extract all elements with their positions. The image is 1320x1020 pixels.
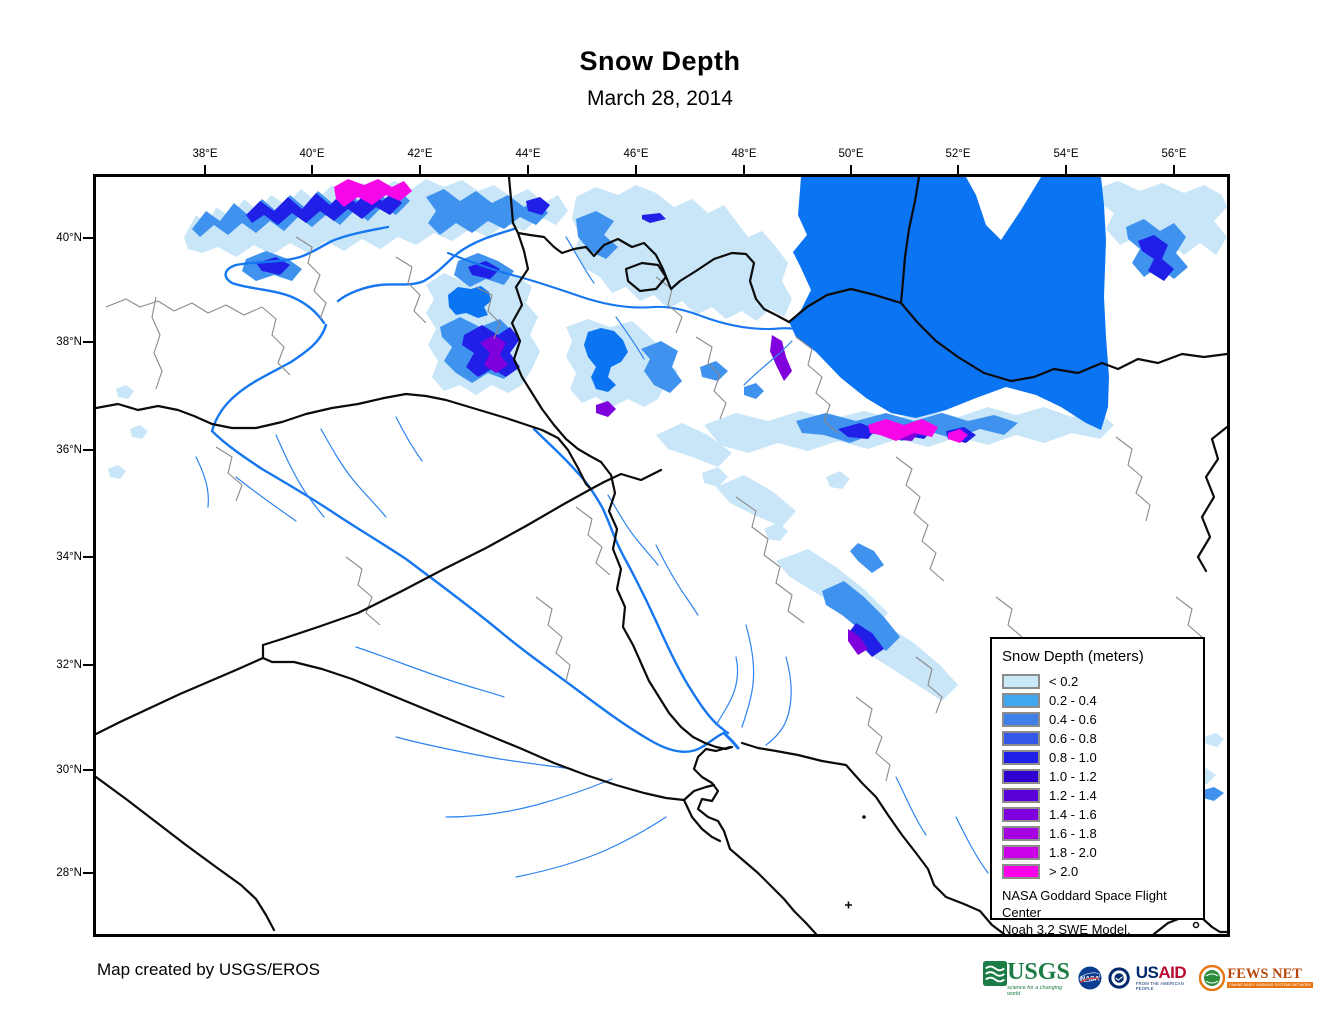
usgs-wave-icon	[983, 960, 1007, 987]
page-title: Snow Depth	[579, 46, 741, 76]
legend-label: 0.6 - 0.8	[1049, 731, 1097, 746]
y-tick-label: 32°N	[56, 659, 82, 671]
x-tick-label: 48°E	[731, 148, 757, 160]
usgs-tagline: science for a changing world	[1007, 984, 1063, 997]
border-turkey-syria	[96, 394, 591, 489]
border-jordan-saudi	[96, 658, 263, 734]
border-right-edge	[1198, 427, 1227, 571]
fews-net-logo	[1199, 965, 1313, 991]
legend-swatch	[1002, 807, 1040, 822]
usaid-logo	[1136, 965, 1194, 991]
partner-logos	[983, 952, 1313, 1004]
map-credit: Map created by USGS/EROS	[97, 960, 320, 979]
legend-swatch	[1002, 826, 1040, 841]
fews-tagline: FAMINE EARLY WARNING SYSTEMS NETWORK	[1229, 983, 1312, 987]
x-tick-label: 46°E	[623, 148, 649, 160]
legend-row	[1002, 748, 1203, 767]
legend-label: > 2.0	[1049, 864, 1079, 879]
x-tick-label: 54°E	[1053, 148, 1079, 160]
legend-attribution	[1002, 887, 1203, 938]
x-tick-label: 40°E	[299, 148, 325, 160]
legend-row	[1002, 710, 1203, 729]
border-saudi-southwest	[96, 777, 274, 930]
y-tick-label: 28°N	[56, 867, 82, 879]
x-tick-label: 44°E	[515, 148, 541, 160]
legend-swatch	[1002, 769, 1040, 784]
legend	[990, 637, 1205, 937]
usaid-seal-icon	[1108, 965, 1130, 991]
legend-row	[1002, 672, 1203, 691]
legend-label: 1.6 - 1.8	[1049, 826, 1097, 841]
legend-row	[1002, 786, 1203, 805]
coast-gulf-west	[694, 747, 816, 934]
border-turkey-iraq	[591, 470, 661, 489]
fews-wordmark: FEWS NET	[1227, 966, 1302, 982]
legend-swatch	[1002, 750, 1040, 765]
legend-label: 0.4 - 0.6	[1049, 712, 1097, 727]
river-shatt-al-arab	[724, 733, 738, 748]
svg-text:NASA: NASA	[1079, 975, 1100, 983]
attribution-line-2: Noah 3.2 SWE Model.	[1002, 922, 1131, 937]
legend-row	[1002, 691, 1203, 710]
legend-swatch	[1002, 731, 1040, 746]
border-syria-iraq	[263, 489, 591, 645]
legend-title: Snow Depth (meters)	[1002, 648, 1144, 665]
legend-label: < 0.2	[1049, 674, 1079, 689]
y-tick-label: 30°N	[56, 764, 82, 776]
x-tick-label: 42°E	[407, 148, 433, 160]
legend-label: 1.4 - 1.6	[1049, 807, 1097, 822]
usgs-wordmark: USGS	[1007, 958, 1070, 985]
x-tick-label: 38°E	[192, 148, 218, 160]
river-tigris	[534, 429, 728, 733]
y-tick-label: 40°N	[56, 232, 82, 244]
x-tick-label: 52°E	[945, 148, 971, 160]
usaid-tagline: FROM THE AMERICAN PEOPLE	[1135, 981, 1185, 991]
legend-row	[1002, 767, 1203, 786]
legend-label: 1.8 - 2.0	[1049, 845, 1097, 860]
legend-row	[1002, 729, 1203, 748]
caspian-sea	[789, 177, 1109, 430]
island-plus	[845, 902, 852, 909]
legend-swatch	[1002, 864, 1040, 879]
legend-swatch	[1002, 712, 1040, 727]
legend-swatch	[1002, 693, 1040, 708]
legend-label: 0.8 - 1.0	[1049, 750, 1097, 765]
nasa-logo	[1078, 964, 1102, 992]
legend-swatch	[1002, 674, 1040, 689]
x-tick-label: 50°E	[838, 148, 864, 160]
attribution-line-1: NASA Goddard Space Flight Center	[1002, 888, 1167, 920]
y-tick-label: 38°N	[56, 336, 82, 348]
fews-globe-icon	[1199, 965, 1225, 991]
legend-row	[1002, 862, 1203, 881]
legend-label: 1.0 - 1.2	[1049, 769, 1097, 784]
legend-label: 0.2 - 0.4	[1049, 693, 1097, 708]
legend-label: 1.2 - 1.4	[1049, 788, 1097, 803]
y-tick-label: 34°N	[56, 551, 82, 563]
y-tick-label: 36°N	[56, 444, 82, 456]
usaid-wordmark: USAID	[1135, 963, 1187, 982]
x-tick-label: 56°E	[1161, 148, 1187, 160]
island-dot	[862, 815, 866, 819]
usgs-logo	[983, 960, 1072, 997]
page-subtitle: March 28, 2014	[587, 87, 733, 110]
legend-swatch	[1002, 845, 1040, 860]
border-kuwait-north	[684, 785, 714, 800]
legend-swatch	[1002, 788, 1040, 803]
legend-rows	[1002, 672, 1203, 881]
coast-gulf-east	[742, 743, 1004, 934]
legend-row	[1002, 805, 1203, 824]
legend-row	[1002, 824, 1203, 843]
border-iran-iraq	[601, 462, 732, 749]
legend-row	[1002, 843, 1203, 862]
